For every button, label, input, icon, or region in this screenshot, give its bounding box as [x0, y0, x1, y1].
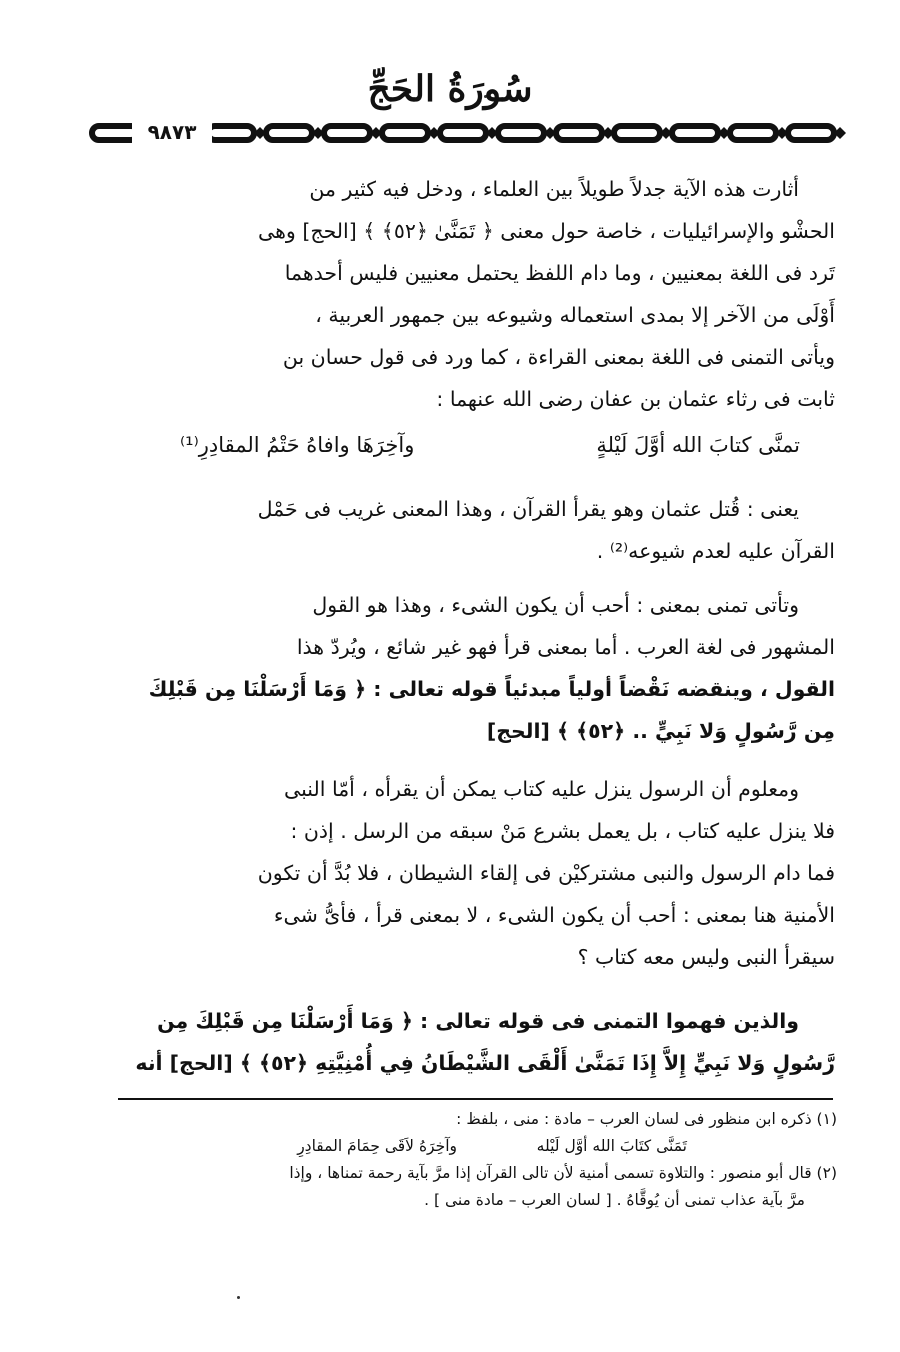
footnote-2-continued: مرَّ بآية عذاب تمنى أن يُوقَّاهُ . [ لسان العرب – مادة منى ] . [424, 1191, 805, 1209]
text-line: الأمنية هنا بمعنى : أحب أن يكون الشىء ، لا بمعنى قرأ ، فأىُّ شىء [273, 903, 835, 927]
footnote-1-verse [115, 1133, 837, 1160]
text-line: تَرد فى اللغة بمعنيين ، وما دام اللفظ يحتمل معنيين فليس أحدهما [284, 261, 835, 285]
text-line: المشهور فى لغة العرب . أما بمعنى قرأ فهو غير شائع ، ويُردّ هذا [296, 635, 835, 659]
footnote-1: (١) ذكره ابن منظور فى لسان العرب – مادة : منى ، بلفظ : [456, 1110, 837, 1128]
text-line: سيقرأ النبى وليس معه كتاب ؟ [577, 945, 835, 969]
footnote-2: (٢) قال أبو منصور : والتلاوة تسمى أمنية لأن تالى القرآن إذا مرَّ بآية رحمة تمناها ، وإذا [289, 1164, 837, 1182]
text-line: يعنى : قُتل عثمان وهو يقرأ القرآن ، وهذا المعنى غريب فى حَمْل [257, 497, 799, 521]
surah-title: سُورَةُ الحَجِّ [367, 68, 533, 110]
text-line: والذين فهموا التمنى فى قوله تعالى : ﴿ وَمَا أَرْسَلْنَا مِن قَبْلِكَ مِن [157, 1009, 799, 1033]
text-line: فما دام الرسول والنبى مشتركيْن فى إلقاء الشيطان ، فلا بُدَّ أن تكون [257, 861, 835, 885]
page-number: ٩٨٧٣ [132, 119, 212, 145]
paragraph-1 [115, 168, 835, 420]
footnote-separator [118, 1098, 833, 1100]
poem-verse [180, 424, 800, 466]
text-line: أَوْلَى من الآخر إلا بمدى استعماله وشيوعه بين جمهور العربية ، [315, 303, 835, 327]
footnote-verse-first: تَمَنَّى كتَابَ الله أوَّل لَيْله [536, 1137, 687, 1155]
text-line: مِن رَّسُولٍ وَلا نَبِيٍّ .. ﴿٥٢﴾ ﴾ [الحج] [486, 719, 835, 743]
paragraph-4 [115, 768, 835, 978]
text-line: ويأتى التمنى فى اللغة بمعنى القراءة ، كما ورد فى قول حسان بن [282, 345, 835, 369]
stray-mark [237, 1296, 240, 1299]
text-line: رَّسُولٍ وَلا نَبِيٍّ إِلاَّ إِذَا تَمَنَّىٰ أَلْقَى الشَّيْطَانُ فِي أُمْنِيَّتِهِ ﴿٥٢﴾ ﴾ [الحج] أنه [135, 1051, 835, 1075]
text-line: القرآن عليه لعدم شيوعه⁽²⁾ . [596, 539, 835, 563]
text-line: الحشْو والإسرائيليات ، خاصة حول معنى ﴿ تَمَنَّىٰ ﴿٥٢﴾ ﴾ [الحج] وهى [258, 219, 835, 243]
text-line: ومعلوم أن الرسول ينزل عليه كتاب يمكن أن يقرأه ، أمّا النبى [284, 777, 799, 801]
text-line: وتأتى تمنى بمعنى : أحب أن يكون الشىء ، وهذا هو القول [312, 593, 799, 617]
text-line: القول ، وينقضه نَقْضاً أولياً مبدئياً قوله تعالى : ﴿ وَمَا أَرْسَلْنَا مِن قَبْلِكَ [148, 677, 835, 701]
paragraph-3 [115, 584, 835, 752]
footnote-verse-second: وآخِرَهُ لاَقَى حِمَامَ المقادِرِ [297, 1137, 457, 1155]
text-line: فلا ينزل عليه كتاب ، بل يعمل بشرع مَنْ سبقه من الرسل . إذن : [290, 819, 835, 843]
text-line: أثارت هذه الآية جدلاً طويلاً بين العلماء ، ودخل فيه كثير من [309, 177, 799, 201]
poem-first-hemistich: تمنَّى كتابَ الله أوَّلَ لَيْلةٍ [596, 433, 800, 457]
text-line: ثابت فى رثاء عثمان بن عفان رضى الله عنهما : [436, 387, 835, 411]
paragraph-5 [115, 1000, 835, 1084]
footnotes [115, 1106, 837, 1214]
paragraph-2 [115, 488, 835, 572]
poem-second-hemistich: وآخِرَهَا وافاهُ حَتْمُ المقادِرِ⁽¹⁾ [180, 433, 415, 457]
